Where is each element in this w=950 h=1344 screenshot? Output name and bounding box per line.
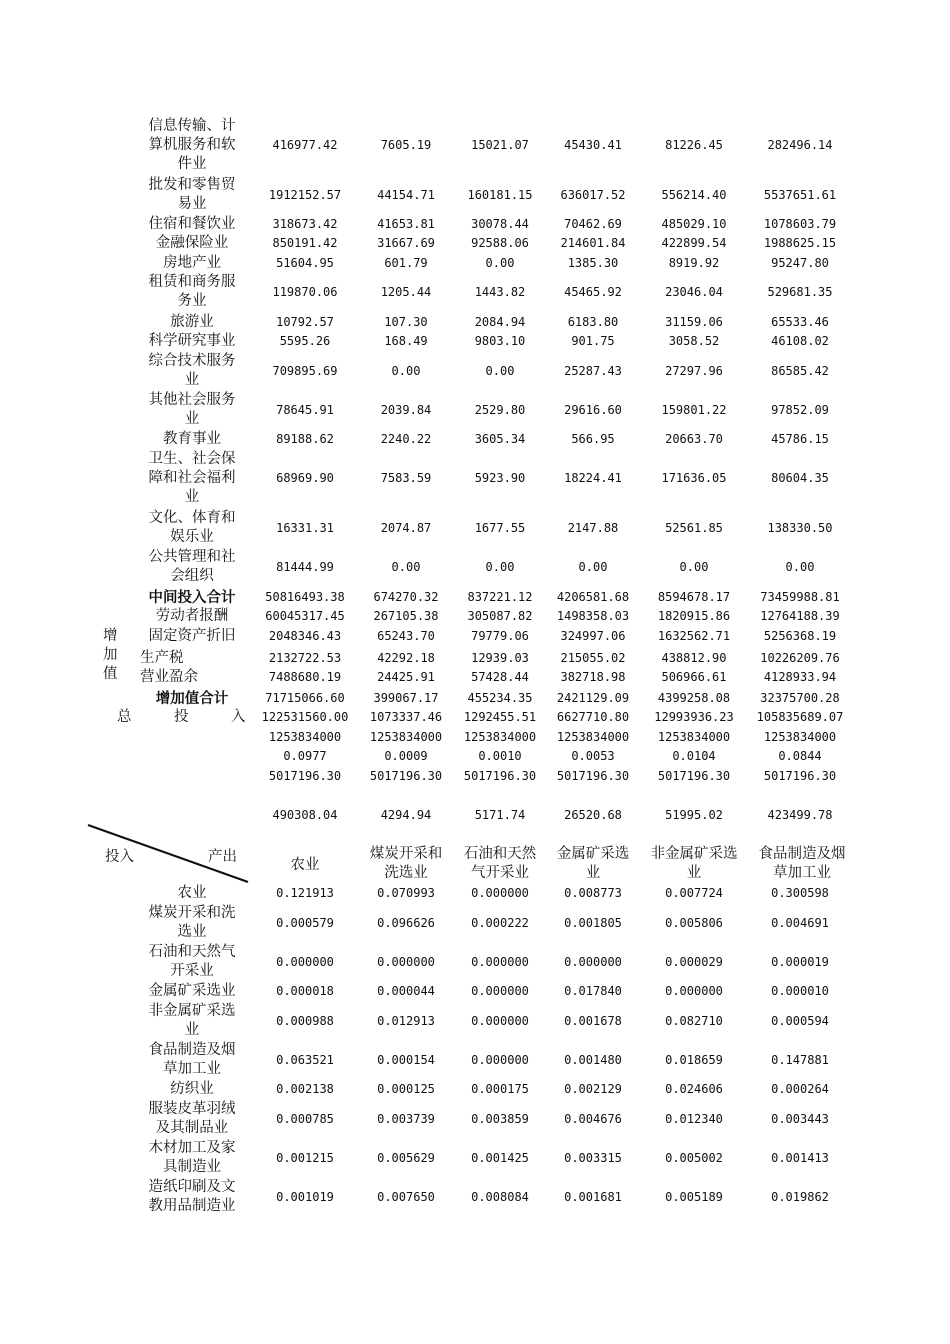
table-cell: 5017196.30	[369, 769, 443, 783]
table-cell: 490308.04	[272, 808, 338, 822]
table-cell: 89188.62	[276, 432, 334, 446]
table-cell: 1253834000	[463, 730, 537, 744]
table-cell: 45786.15	[771, 432, 829, 446]
table-cell: 5017196.30	[268, 769, 342, 783]
table-cell: 0.001413	[771, 1151, 829, 1165]
table-cell: 79779.06	[471, 629, 529, 643]
table-row	[0, 607, 950, 626]
table-cell: 29616.60	[564, 403, 622, 417]
table-cell: 159801.22	[661, 403, 727, 417]
table-cell: 2084.94	[474, 315, 526, 329]
table-cell: 0.0977	[283, 749, 327, 763]
table-cell: 60045317.45	[265, 609, 345, 623]
table-cell: 119870.06	[272, 285, 338, 299]
table-cell: 5017196.30	[463, 769, 537, 783]
table-cell: 10792.57	[276, 315, 334, 329]
table-cell: 0.00	[785, 560, 815, 574]
table-cell: 1078603.79	[763, 217, 837, 231]
table-cell: 1632562.71	[657, 629, 731, 643]
table-cell: 160181.15	[467, 188, 533, 202]
column-header: 金属矿采选 业	[556, 846, 630, 881]
table-cell: 0.007724	[665, 886, 723, 900]
table-cell: 837221.12	[467, 590, 533, 604]
table-cell: 455234.35	[467, 691, 533, 705]
row-label: 营业盈余	[140, 669, 198, 685]
row-label: 增加值合计	[155, 690, 229, 707]
table-cell: 1820915.86	[657, 609, 731, 623]
table-cell: 1253834000	[369, 730, 443, 744]
table-cell: 215055.02	[560, 651, 626, 665]
table-row	[0, 982, 950, 1001]
column-header: 食品制造及烟 草加工业	[758, 846, 846, 881]
table-cell: 2240.22	[380, 432, 432, 446]
table-cell: 0.000000	[471, 955, 529, 969]
table-cell: 0.008773	[564, 886, 622, 900]
table-cell: 95247.80	[771, 256, 829, 270]
table-cell: 45430.41	[564, 138, 622, 152]
table-row	[0, 689, 950, 708]
table-row	[0, 1080, 950, 1099]
column-header: 农业	[290, 857, 320, 873]
table-cell: 12993936.23	[654, 710, 734, 724]
table-cell: 0.000000	[276, 955, 334, 969]
table-cell: 0.00	[485, 256, 515, 270]
table-row	[0, 1139, 950, 1177]
table-row	[0, 450, 950, 507]
table-cell: 1253834000	[657, 730, 731, 744]
table-cell: 15021.07	[471, 138, 529, 152]
table-cell: 0.000000	[471, 1014, 529, 1028]
table-row	[0, 509, 950, 547]
table-cell: 1205.44	[380, 285, 432, 299]
table-cell: 0.005806	[665, 916, 723, 930]
table-cell: 0.017840	[564, 984, 622, 998]
table-cell: 97852.09	[771, 403, 829, 417]
table-row	[0, 176, 950, 214]
table-row	[0, 728, 950, 747]
table-cell: 0.000594	[771, 1014, 829, 1028]
table-cell: 8594678.17	[657, 590, 731, 604]
table-cell: 68969.90	[276, 471, 334, 485]
table-cell: 0.000000	[471, 1053, 529, 1067]
table-cell: 92588.06	[471, 236, 529, 250]
row-label: 固定资产折旧	[148, 628, 236, 644]
table-row	[0, 884, 950, 903]
table-cell: 30078.44	[471, 217, 529, 231]
table-cell: 0.003315	[564, 1151, 622, 1165]
table-cell: 0.000154	[377, 1053, 435, 1067]
table-row	[0, 649, 950, 668]
table-cell: 1253834000	[763, 730, 837, 744]
row-label: 房地产业	[163, 255, 221, 271]
table-cell: 601.79	[384, 256, 428, 270]
table-cell: 850191.42	[272, 236, 338, 250]
table-cell: 529681.35	[767, 285, 833, 299]
table-cell: 1443.82	[474, 285, 526, 299]
row-label: 租赁和商务服 务业	[148, 274, 236, 309]
table-row	[0, 548, 950, 586]
table-cell: 0.005629	[377, 1151, 435, 1165]
table-cell: 422899.54	[661, 236, 727, 250]
row-label: 石油和天然气 开采业	[148, 944, 236, 979]
row-label: 煤炭开采和洗 选业	[148, 905, 236, 940]
table-cell: 0.002129	[564, 1082, 622, 1096]
table-cell: 0.002138	[276, 1082, 334, 1096]
table-cell: 12764188.39	[760, 609, 840, 623]
table-cell: 0.000988	[276, 1014, 334, 1028]
table-cell: 0.070993	[377, 886, 435, 900]
table-cell: 214601.84	[560, 236, 626, 250]
row-label: 其他社会服务 业	[148, 392, 236, 427]
corner-input-label: 投入	[105, 849, 134, 865]
table-cell: 709895.69	[272, 364, 338, 378]
table-cell: 2421129.09	[556, 691, 630, 705]
table-cell: 0.019862	[771, 1190, 829, 1204]
table-cell: 81444.99	[276, 560, 334, 574]
table-row	[0, 1100, 950, 1138]
table-cell: 0.082710	[665, 1014, 723, 1028]
table-cell: 0.000029	[665, 955, 723, 969]
table-cell: 6627710.80	[556, 710, 630, 724]
table-row	[0, 313, 950, 332]
table-cell: 4128933.94	[763, 670, 837, 684]
table-cell: 0.008084	[471, 1190, 529, 1204]
table-row	[0, 588, 950, 607]
column-header: 石油和天然 气开采业	[463, 846, 537, 881]
table-cell: 0.000000	[665, 984, 723, 998]
table-cell: 0.00	[578, 560, 608, 574]
row-label: 卫生、社会保 障和社会福利 业	[148, 451, 236, 505]
table-cell: 0.003443	[771, 1112, 829, 1126]
table-cell: 0.001019	[276, 1190, 334, 1204]
row-label: 批发和零售贸 易业	[148, 177, 236, 212]
table-cell: 18224.41	[564, 471, 622, 485]
table-cell: 20663.70	[665, 432, 723, 446]
table-cell: 506966.61	[661, 670, 727, 684]
group-char: 加	[103, 647, 118, 663]
table-cell: 105835689.07	[756, 710, 844, 724]
table-cell: 399067.17	[373, 691, 439, 705]
table-row	[0, 215, 950, 234]
table-cell: 0.003859	[471, 1112, 529, 1126]
table-cell: 382718.98	[560, 670, 626, 684]
row-label: 食品制造及烟 草加工业	[148, 1042, 236, 1077]
table-cell: 0.000125	[377, 1082, 435, 1096]
table-cell: 1385.30	[567, 256, 619, 270]
row-label: 农业	[177, 885, 207, 901]
table-row	[0, 668, 950, 687]
table-cell: 23046.04	[665, 285, 723, 299]
table-cell: 52561.85	[665, 521, 723, 535]
table-cell: 25287.43	[564, 364, 622, 378]
table-cell: 423499.78	[767, 808, 833, 822]
table-cell: 0.001805	[564, 916, 622, 930]
table-cell: 0.00	[485, 364, 515, 378]
table-cell: 4399258.08	[657, 691, 731, 705]
table-cell: 5017196.30	[556, 769, 630, 783]
table-cell: 0.000000	[377, 955, 435, 969]
table-cell: 0.000785	[276, 1112, 334, 1126]
table-cell: 566.95	[571, 432, 615, 446]
table-cell: 2074.87	[380, 521, 432, 535]
table-cell: 86585.42	[771, 364, 829, 378]
table-cell: 2132722.53	[268, 651, 342, 665]
table-cell: 32375700.28	[760, 691, 840, 705]
table-cell: 282496.14	[767, 138, 833, 152]
table-cell: 0.001480	[564, 1053, 622, 1067]
table-row	[0, 352, 950, 390]
table-cell: 1253834000	[268, 730, 342, 744]
table-cell: 305087.82	[467, 609, 533, 623]
table-cell: 556214.40	[661, 188, 727, 202]
table-cell: 267105.38	[373, 609, 439, 623]
table-cell: 0.001215	[276, 1151, 334, 1165]
table-cell: 107.30	[384, 315, 428, 329]
table-cell: 0.018659	[665, 1053, 723, 1067]
table-cell: 1988625.15	[763, 236, 837, 250]
row-label: 生产税	[140, 650, 184, 666]
table-row	[0, 767, 950, 786]
table-cell: 0.024606	[665, 1082, 723, 1096]
table-cell: 57428.44	[471, 670, 529, 684]
table-cell: 0.012340	[665, 1112, 723, 1126]
table-cell: 901.75	[571, 334, 615, 348]
table-cell: 0.0104	[672, 749, 716, 763]
row-label: 科学研究事业	[148, 333, 236, 349]
table-cell: 5017196.30	[763, 769, 837, 783]
table-cell: 0.001678	[564, 1014, 622, 1028]
table-cell: 0.000579	[276, 916, 334, 930]
table-cell: 27297.96	[665, 364, 723, 378]
table-cell: 70462.69	[564, 217, 622, 231]
table-cell: 5017196.30	[657, 769, 731, 783]
table-cell: 6183.80	[567, 315, 619, 329]
table-cell: 0.063521	[276, 1053, 334, 1067]
table-cell: 31667.69	[377, 236, 435, 250]
table-cell: 45465.92	[564, 285, 622, 299]
table-cell: 65243.70	[377, 629, 435, 643]
row-label: 旅游业	[170, 314, 214, 330]
table-cell: 0.012913	[377, 1014, 435, 1028]
table-cell: 12939.03	[471, 651, 529, 665]
table-cell: 0.096626	[377, 916, 435, 930]
table-row	[0, 391, 950, 429]
table-cell: 26520.68	[564, 808, 622, 822]
table-cell: 0.00	[485, 560, 515, 574]
table-cell: 7488680.19	[268, 670, 342, 684]
table-cell: 50816493.38	[265, 590, 345, 604]
table-cell: 0.000222	[471, 916, 529, 930]
table-cell: 51995.02	[665, 808, 723, 822]
table-cell: 0.00	[391, 560, 421, 574]
row-label: 服装皮革羽绒 及其制品业	[148, 1101, 236, 1136]
table-cell: 41653.81	[377, 217, 435, 231]
table-cell: 0.000264	[771, 1082, 829, 1096]
table-cell: 44154.71	[377, 188, 435, 202]
row-label: 文化、体育和 娱乐业	[148, 510, 236, 545]
table-cell: 1498358.03	[556, 609, 630, 623]
table-cell: 31159.06	[665, 315, 723, 329]
row-label: 造纸印刷及文 教用品制造业	[148, 1179, 236, 1214]
table-cell: 0.00	[391, 364, 421, 378]
table-cell: 9803.10	[474, 334, 526, 348]
table-cell: 324997.06	[560, 629, 626, 643]
row-label: 公共管理和社 会组织	[148, 549, 236, 584]
table-cell: 16331.31	[276, 521, 334, 535]
table-cell: 0.300598	[771, 886, 829, 900]
row-label: 金融保险业	[155, 235, 229, 251]
table-cell: 65533.46	[771, 315, 829, 329]
table-cell: 51604.95	[276, 256, 334, 270]
table-cell: 138330.50	[767, 521, 833, 535]
table-cell: 0.0053	[571, 749, 615, 763]
table-cell: 0.004691	[771, 916, 829, 930]
table-cell: 485029.10	[661, 217, 727, 231]
table-cell: 5256368.19	[763, 629, 837, 643]
table-cell: 0.0010	[478, 749, 522, 763]
corner-output-label: 产出	[208, 849, 237, 865]
table-cell: 0.005189	[665, 1190, 723, 1204]
table-row	[0, 627, 950, 646]
table-cell: 0.000010	[771, 984, 829, 998]
group-char: 值	[103, 666, 118, 682]
table-cell: 80604.35	[771, 471, 829, 485]
table-cell: 1253834000	[556, 730, 630, 744]
table-cell: 318673.42	[272, 217, 338, 231]
row-label: 中间投入合计	[148, 589, 236, 606]
table-cell: 0.007650	[377, 1190, 435, 1204]
row-label: 综合技术服务 业	[148, 353, 236, 388]
table-cell: 5171.74	[474, 808, 526, 822]
table-cell: 0.001681	[564, 1190, 622, 1204]
row-label: 纺织业	[170, 1081, 214, 1097]
table-cell: 5595.26	[279, 334, 331, 348]
row-label: 住宿和餐饮业	[148, 216, 236, 232]
table-cell: 0.121913	[276, 886, 334, 900]
table-cell: 5923.90	[474, 471, 526, 485]
table-cell: 674270.32	[373, 590, 439, 604]
table-cell: 42292.18	[377, 651, 435, 665]
table-cell: 0.000000	[471, 984, 529, 998]
table-cell: 168.49	[384, 334, 428, 348]
table-cell: 7605.19	[380, 138, 432, 152]
table-row	[0, 430, 950, 449]
table-cell: 8919.92	[668, 256, 720, 270]
table-cell: 416977.42	[272, 138, 338, 152]
table-cell: 1912152.57	[268, 188, 342, 202]
table-cell: 46108.02	[771, 334, 829, 348]
row-label: 教育事业	[163, 431, 221, 447]
table-cell: 4206581.68	[556, 590, 630, 604]
table-row	[0, 254, 950, 273]
table-cell: 0.004676	[564, 1112, 622, 1126]
table-row	[0, 234, 950, 253]
table-row	[0, 1041, 950, 1079]
table-cell: 2039.84	[380, 403, 432, 417]
row-label: 劳动者报酬	[155, 608, 229, 624]
table-cell: 0.003739	[377, 1112, 435, 1126]
table-cell: 438812.90	[661, 651, 727, 665]
table-cell: 5537651.61	[763, 188, 837, 202]
group-char: 增	[103, 628, 118, 644]
table-cell: 2529.80	[474, 403, 526, 417]
table-cell: 0.000175	[471, 1082, 529, 1096]
column-header: 非金属矿采选 业	[650, 846, 738, 881]
table-cell: 0.001425	[471, 1151, 529, 1165]
table-row	[0, 117, 950, 174]
table-cell: 171636.05	[661, 471, 727, 485]
table-cell: 122531560.00	[261, 710, 349, 724]
table-cell: 0.147881	[771, 1053, 829, 1067]
table-cell: 0.000018	[276, 984, 334, 998]
table-cell: 1073337.46	[369, 710, 443, 724]
table-cell: 0.000000	[564, 955, 622, 969]
table-cell: 24425.91	[377, 670, 435, 684]
table-row	[0, 904, 950, 942]
table-cell: 2048346.43	[268, 629, 342, 643]
row-label: 木材加工及家 具制造业	[148, 1140, 236, 1175]
row-label: 信息传输、计 算机服务和软 件业	[148, 118, 236, 172]
table-cell: 78645.91	[276, 403, 334, 417]
row-label: 总 投 入	[117, 709, 260, 725]
table-cell: 0.0009	[384, 749, 428, 763]
table-cell: 2147.88	[567, 521, 619, 535]
table-row	[0, 273, 950, 311]
table-row	[0, 747, 950, 766]
table-cell: 3058.52	[668, 334, 720, 348]
table-row	[0, 708, 950, 727]
table-cell: 71715066.60	[265, 691, 345, 705]
table-cell: 0.000044	[377, 984, 435, 998]
table-cell: 0.000019	[771, 955, 829, 969]
table-cell: 0.005002	[665, 1151, 723, 1165]
table-cell: 10226209.76	[760, 651, 840, 665]
table-cell: 0.00	[679, 560, 709, 574]
table-row	[0, 332, 950, 351]
table-cell: 4294.94	[380, 808, 432, 822]
table-cell: 0.0844	[778, 749, 822, 763]
table-cell: 7583.59	[380, 471, 432, 485]
table-cell: 3605.34	[474, 432, 526, 446]
table-cell: 1292455.51	[463, 710, 537, 724]
table-cell: 81226.45	[665, 138, 723, 152]
table-row	[0, 943, 950, 981]
table-cell: 0.000000	[471, 886, 529, 900]
table-cell: 73459988.81	[760, 590, 840, 604]
table-row	[0, 1002, 950, 1040]
table-cell: 1677.55	[474, 521, 526, 535]
row-label: 金属矿采选业	[148, 983, 236, 999]
table-cell: 636017.52	[560, 188, 626, 202]
row-label: 非金属矿采选 业	[148, 1003, 236, 1038]
column-header: 煤炭开采和 洗选业	[369, 846, 443, 881]
table-row	[0, 1178, 950, 1216]
